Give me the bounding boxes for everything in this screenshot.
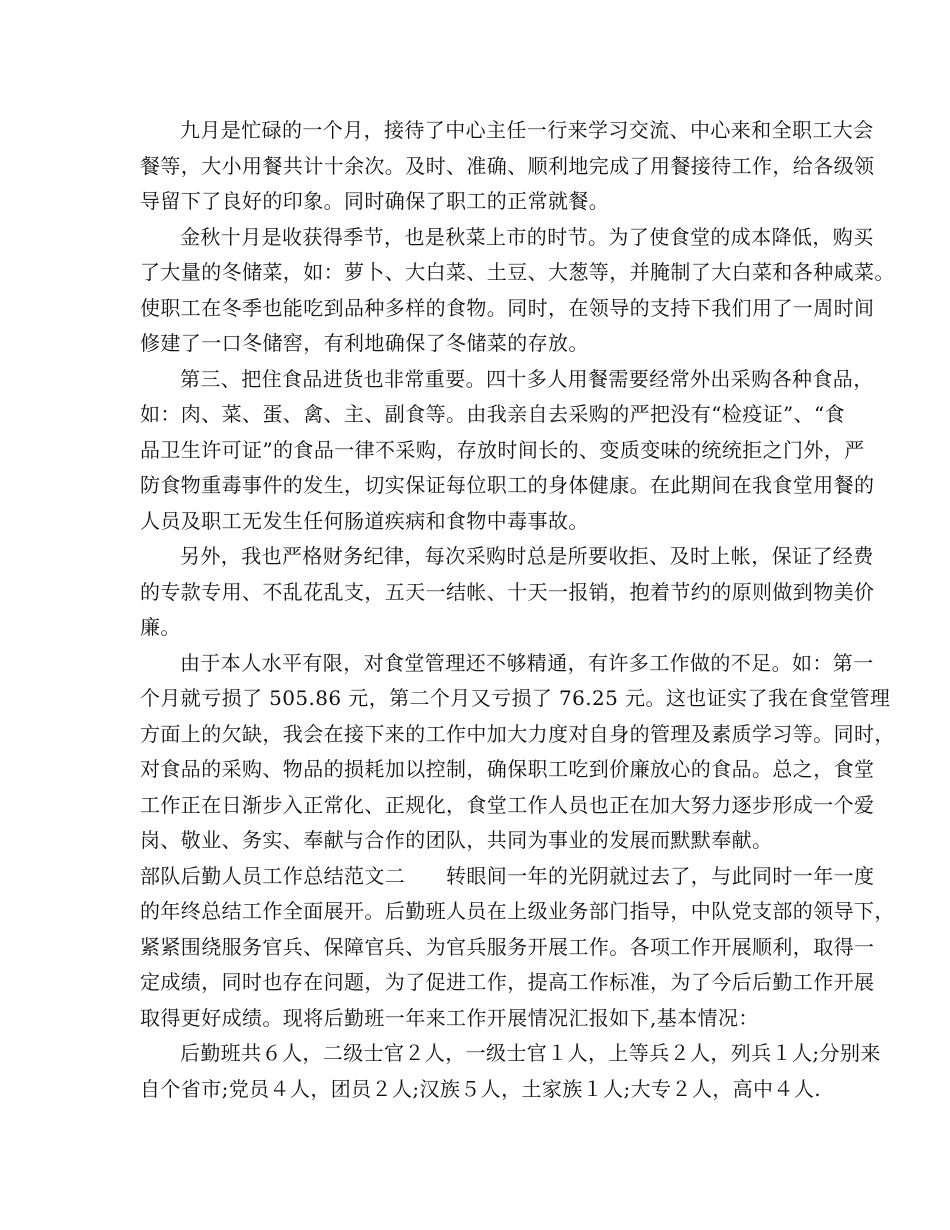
text-line: 部队后勤人员工作总结范文二 转眼间一年的光阴就过去了，与此同时一年一度 xyxy=(140,863,875,888)
text-line: 的专款专用、不乱花乱支，五天一结帐、十天一报销，抱着节约的原则做到物美价 xyxy=(140,579,875,604)
text-line: 的年终总结工作全面展开。后勤班人员在上级业务部门指导，中队党支部的领导下， xyxy=(140,899,895,923)
text-line: 使职工在冬季也能吃到品种多样的食物。同时，在领导的支持下我们用了一周时间 xyxy=(140,295,875,320)
text-line: 品卫生许可证”的食品一律不采购，存放时间长的、变质变味的统统拒之门外，严 xyxy=(140,437,865,462)
text-line: 由于本人水平有限，对食堂管理还不够精通，有许多工作做的不足。如：第一 xyxy=(180,650,874,675)
text-line: 取得更好成绩。现将后勤班一年来工作开展情况汇报如下,基本情况： xyxy=(140,1005,759,1030)
text-line: 第三、把住食品进货也非常重要。四十多人用餐需要经常外出采购各种食品， xyxy=(180,366,874,391)
text-line: 防食物重毒事件的发生，切实保证每位职工的身体健康。在此期间在我食堂用餐的 xyxy=(140,473,875,497)
document-body xyxy=(140,113,895,1107)
text-line: 了大量的冬储菜，如：萝卜、大白菜、土豆、大葱等，并腌制了大白菜和各种咸菜。 xyxy=(140,260,895,284)
text-line: 对食品的采购、物品的损耗加以控制，确保职工吃到价廉放心的食品。总之，食堂 xyxy=(140,757,875,781)
text-line: 定成绩，同时也存在问题，为了促进工作，提高工作标准，为了今后后勤工作开展 xyxy=(140,970,875,994)
text-line: 自个省市;党员４人，团员２人;汉族５人，土家族１人;大专２人，高中４人. xyxy=(140,1076,821,1101)
text-line: 导留下了良好的印象。同时确保了职工的正常就餐。 xyxy=(140,189,610,213)
text-line: 餐等，大小用餐共计十余次。及时、准确、顺利地完成了用餐接待工作，给各级领 xyxy=(140,153,875,178)
text-line: 九月是忙碌的一个月，接待了中心主任一行来学习交流、中心来和全职工大会 xyxy=(180,118,874,142)
text-line: 方面上的欠缺，我会在接下来的工作中加大力度对自身的管理及素质学习等。同时， xyxy=(140,721,895,746)
text-line: 岗、敬业、务实、奉献与合作的团队，共同为事业的发展而默默奉献。 xyxy=(140,828,773,852)
text-line: 廉。 xyxy=(140,615,181,639)
text-line: 另外，我也严格财务纪律，每次采购时总是所要收拒、及时上帐，保证了经费 xyxy=(180,544,874,568)
text-line: 紧紧围绕服务官兵、保障官兵、为官兵服务开展工作。各项工作开展顺利，取得一 xyxy=(140,934,875,959)
text-line: 后勤班共６人，二级士官２人，一级士官１人，上等兵２人，列兵１人;分别来 xyxy=(180,1041,881,1065)
text-line: 如：肉、菜、蛋、禽、主、副食等。由我亲自去采购的严把没有“检疫证”、“食 xyxy=(140,402,846,426)
text-line: 人员及职工无发生任何肠道疾病和食物中毒事故。 xyxy=(140,508,589,533)
text-line: 金秋十月是收获得季节，也是秋菜上市的时节。为了使食堂的成本降低，购买 xyxy=(180,224,874,249)
text-line: 个月就亏损了 505.86 元，第二个月又亏损了 76.25 元。这也证实了我在食堂管理 xyxy=(140,686,891,710)
text-line: 工作正在日渐步入正常化、正规化，食堂工作人员也正在加大努力逐步形成一个爱 xyxy=(140,792,875,817)
text-line: 修建了一口冬储窖，有利地确保了冬储菜的存放。 xyxy=(140,331,589,355)
